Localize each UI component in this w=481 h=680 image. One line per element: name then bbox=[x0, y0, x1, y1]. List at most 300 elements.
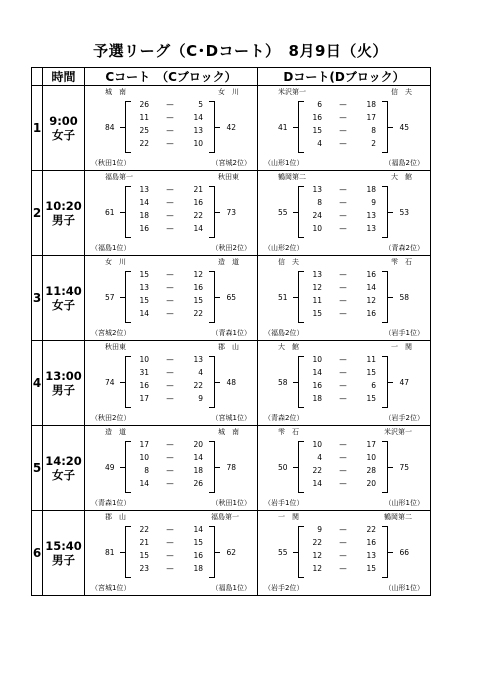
set-score bbox=[310, 479, 376, 492]
team-right-seed: （宮城2位） bbox=[211, 159, 251, 167]
team-left-seed: （山形2位） bbox=[264, 244, 304, 252]
team-left-total: 55 bbox=[278, 548, 288, 557]
set-score-left: 10 bbox=[139, 453, 149, 462]
set-scores bbox=[310, 355, 376, 407]
set-score-right: 2 bbox=[371, 139, 376, 148]
set-score bbox=[310, 440, 376, 453]
set-score-right: 13 bbox=[366, 211, 376, 220]
set-score-right: 14 bbox=[193, 525, 203, 534]
team-left-name: 郡 山 bbox=[105, 513, 126, 521]
set-score bbox=[310, 224, 376, 237]
team-right-name: 造 道 bbox=[218, 258, 239, 266]
d-court-cell bbox=[258, 341, 431, 426]
team-right-seed: （岩手2位） bbox=[384, 414, 424, 422]
set-score-right: 22 bbox=[193, 381, 203, 390]
bracket-connector-right bbox=[215, 297, 220, 298]
team-left-seed: （山形1位） bbox=[264, 159, 304, 167]
set-score-left: 13 bbox=[312, 185, 322, 194]
set-score-dash: — bbox=[339, 283, 347, 292]
set-score bbox=[310, 126, 376, 139]
set-score-right: 15 bbox=[366, 368, 376, 377]
set-score bbox=[137, 381, 203, 394]
match-time-cell bbox=[43, 511, 85, 596]
set-score-left: 15 bbox=[312, 126, 322, 135]
team-left-name: 雫 石 bbox=[278, 428, 299, 436]
set-score bbox=[310, 453, 376, 466]
team-left-total: 51 bbox=[278, 293, 288, 302]
set-scores bbox=[137, 100, 203, 152]
set-score bbox=[310, 270, 376, 283]
set-score-right: 13 bbox=[366, 224, 376, 233]
team-right-seed: （宮城1位） bbox=[211, 414, 251, 422]
set-score bbox=[310, 381, 376, 394]
set-score-dash: — bbox=[339, 355, 347, 364]
set-score-left: 11 bbox=[139, 113, 149, 122]
set-score-right: 22 bbox=[193, 309, 203, 318]
team-right-name: 一 関 bbox=[391, 343, 412, 351]
set-score-dash: — bbox=[166, 309, 174, 318]
bracket-left bbox=[125, 356, 131, 408]
set-score bbox=[310, 355, 376, 368]
set-score bbox=[310, 368, 376, 381]
set-score-left: 15 bbox=[139, 270, 149, 279]
schedule-table bbox=[31, 67, 431, 596]
set-score-dash: — bbox=[166, 211, 174, 220]
team-left-total: 50 bbox=[278, 463, 288, 472]
team-left-seed: （岩手2位） bbox=[264, 584, 304, 592]
team-right-name: 雫 石 bbox=[391, 258, 412, 266]
set-score-right: 10 bbox=[366, 453, 376, 462]
match-time-cell bbox=[43, 171, 85, 256]
c-court-cell bbox=[85, 171, 258, 256]
set-score-right: 14 bbox=[193, 224, 203, 233]
set-score-left: 22 bbox=[139, 139, 149, 148]
bracket-left bbox=[125, 101, 131, 153]
set-score-dash: — bbox=[339, 525, 347, 534]
set-score-right: 16 bbox=[193, 283, 203, 292]
header-time: 時間 bbox=[43, 68, 85, 86]
team-left-name: 信 夫 bbox=[278, 258, 299, 266]
set-score-right: 17 bbox=[366, 113, 376, 122]
set-score bbox=[137, 551, 203, 564]
set-score-left: 31 bbox=[139, 368, 149, 377]
set-score-dash: — bbox=[339, 551, 347, 560]
set-scores bbox=[310, 440, 376, 492]
match-time: 15:40 bbox=[45, 539, 82, 553]
bracket-connector-right bbox=[388, 467, 393, 468]
set-score-dash: — bbox=[166, 198, 174, 207]
bracket-left bbox=[298, 186, 304, 238]
c-court-cell bbox=[85, 341, 258, 426]
set-score bbox=[310, 538, 376, 551]
team-right-name: 城 南 bbox=[218, 428, 239, 436]
set-score bbox=[310, 551, 376, 564]
d-court-cell bbox=[258, 511, 431, 596]
team-right-seed: （青森1位） bbox=[211, 329, 251, 337]
set-score-dash: — bbox=[166, 394, 174, 403]
set-score-left: 12 bbox=[312, 551, 322, 560]
match-category: 女子 bbox=[52, 468, 75, 482]
match-category: 女子 bbox=[52, 128, 75, 142]
team-left-total: 74 bbox=[105, 378, 115, 387]
set-score bbox=[137, 440, 203, 453]
bracket-left bbox=[298, 441, 304, 493]
set-score-dash: — bbox=[339, 126, 347, 135]
team-left-name: 秋田東 bbox=[105, 343, 126, 351]
set-score-right: 5 bbox=[198, 100, 203, 109]
set-score-dash: — bbox=[166, 283, 174, 292]
set-score-right: 17 bbox=[366, 440, 376, 449]
bracket-connector-right bbox=[215, 382, 220, 383]
bracket-connector-right bbox=[388, 552, 393, 553]
team-right-total: 53 bbox=[399, 208, 409, 217]
team-right-name: 女 川 bbox=[218, 88, 239, 96]
team-left-seed: （秋田1位） bbox=[91, 159, 131, 167]
set-score-dash: — bbox=[339, 198, 347, 207]
team-left-name: 造 道 bbox=[105, 428, 126, 436]
set-score bbox=[137, 126, 203, 139]
set-score-dash: — bbox=[166, 113, 174, 122]
set-score-dash: — bbox=[339, 381, 347, 390]
set-score bbox=[310, 309, 376, 322]
match-number: 6 bbox=[32, 511, 43, 596]
bracket-connector-right bbox=[388, 297, 393, 298]
match-row bbox=[32, 511, 431, 596]
set-score bbox=[310, 211, 376, 224]
bracket-left bbox=[125, 186, 131, 238]
set-score-right: 10 bbox=[193, 139, 203, 148]
set-score-right: 22 bbox=[193, 211, 203, 220]
set-score bbox=[137, 185, 203, 198]
set-scores bbox=[137, 185, 203, 237]
team-left-total: 81 bbox=[105, 548, 115, 557]
set-score-left: 10 bbox=[312, 440, 322, 449]
set-score-left: 26 bbox=[139, 100, 149, 109]
set-score-left: 13 bbox=[139, 283, 149, 292]
bracket-left bbox=[125, 526, 131, 578]
team-right-name: 大 館 bbox=[391, 173, 412, 181]
team-right-seed: （秋田1位） bbox=[211, 499, 251, 507]
set-score-right: 18 bbox=[366, 100, 376, 109]
match-row bbox=[32, 86, 431, 171]
set-score-dash: — bbox=[339, 139, 347, 148]
team-left-name: 米沢第一 bbox=[278, 88, 306, 96]
set-scores bbox=[310, 100, 376, 152]
set-score-right: 18 bbox=[193, 564, 203, 573]
set-score bbox=[137, 270, 203, 283]
d-court-cell bbox=[258, 256, 431, 341]
set-score-dash: — bbox=[339, 224, 347, 233]
set-score-left: 10 bbox=[312, 224, 322, 233]
team-right-seed: （秋田2位） bbox=[211, 244, 251, 252]
team-right-seed: （福島2位） bbox=[384, 159, 424, 167]
set-score bbox=[310, 185, 376, 198]
team-right-seed: （岩手1位） bbox=[384, 329, 424, 337]
team-left-name: 鶴岡第二 bbox=[278, 173, 306, 181]
set-score-dash: — bbox=[166, 270, 174, 279]
set-score bbox=[137, 525, 203, 538]
set-score-dash: — bbox=[166, 185, 174, 194]
set-score-dash: — bbox=[339, 466, 347, 475]
d-court-cell bbox=[258, 86, 431, 171]
bracket-connector-right bbox=[215, 467, 220, 468]
bracket-left bbox=[125, 271, 131, 323]
set-score-left: 24 bbox=[312, 211, 322, 220]
set-score bbox=[310, 139, 376, 152]
team-left-total: 41 bbox=[278, 123, 288, 132]
set-score-dash: — bbox=[166, 538, 174, 547]
set-score bbox=[310, 283, 376, 296]
match-category: 女子 bbox=[52, 298, 75, 312]
team-right-name: 信 夫 bbox=[391, 88, 412, 96]
set-score-dash: — bbox=[166, 224, 174, 233]
set-score-dash: — bbox=[166, 355, 174, 364]
set-score-right: 9 bbox=[198, 394, 203, 403]
match-time-cell bbox=[43, 86, 85, 171]
match-time: 11:40 bbox=[45, 284, 82, 298]
set-score bbox=[310, 525, 376, 538]
team-left-seed: （宮城2位） bbox=[91, 329, 131, 337]
header-d-court: Dコート(Dブロック） bbox=[258, 68, 431, 86]
set-score-dash: — bbox=[166, 564, 174, 573]
team-left-name: 城 南 bbox=[105, 88, 126, 96]
set-score bbox=[137, 355, 203, 368]
set-score bbox=[137, 368, 203, 381]
bracket-left bbox=[298, 101, 304, 153]
set-score-left: 16 bbox=[312, 381, 322, 390]
match-number: 2 bbox=[32, 171, 43, 256]
match-number: 5 bbox=[32, 426, 43, 511]
team-right-total: 47 bbox=[399, 378, 409, 387]
set-score-dash: — bbox=[339, 100, 347, 109]
set-score-left: 25 bbox=[139, 126, 149, 135]
match-category: 男子 bbox=[52, 213, 75, 227]
set-scores bbox=[137, 355, 203, 407]
set-score-left: 8 bbox=[144, 466, 149, 475]
set-score bbox=[310, 466, 376, 479]
set-score-dash: — bbox=[339, 113, 347, 122]
set-score bbox=[137, 211, 203, 224]
set-score-right: 21 bbox=[193, 185, 203, 194]
set-scores bbox=[310, 525, 376, 577]
header-c-court: Cコート （Cブロック） bbox=[85, 68, 258, 86]
set-score-dash: — bbox=[166, 381, 174, 390]
set-score-right: 13 bbox=[193, 355, 203, 364]
set-score-left: 15 bbox=[139, 296, 149, 305]
set-score-right: 13 bbox=[193, 126, 203, 135]
team-right-name: 郡 山 bbox=[218, 343, 239, 351]
set-score-dash: — bbox=[339, 538, 347, 547]
team-left-total: 58 bbox=[278, 378, 288, 387]
set-score-left: 11 bbox=[312, 296, 322, 305]
team-right-total: 78 bbox=[226, 463, 236, 472]
bracket-connector-right bbox=[388, 382, 393, 383]
match-category: 男子 bbox=[52, 553, 75, 567]
team-left-seed: （宮城1位） bbox=[91, 584, 131, 592]
set-scores bbox=[310, 185, 376, 237]
set-score-left: 14 bbox=[312, 368, 322, 377]
set-scores bbox=[137, 525, 203, 577]
match-row bbox=[32, 426, 431, 511]
team-left-name: 女 川 bbox=[105, 258, 126, 266]
set-score-right: 28 bbox=[366, 466, 376, 475]
match-number: 4 bbox=[32, 341, 43, 426]
set-score-right: 20 bbox=[193, 440, 203, 449]
c-court-cell bbox=[85, 256, 258, 341]
bracket-connector-right bbox=[215, 212, 220, 213]
team-left-name: 大 館 bbox=[278, 343, 299, 351]
set-scores bbox=[310, 270, 376, 322]
match-time: 10:20 bbox=[45, 199, 82, 213]
page-title: 予選リーグ（C･Dコート） 8月9日（火） bbox=[93, 42, 388, 60]
set-score-dash: — bbox=[166, 479, 174, 488]
set-score bbox=[310, 564, 376, 577]
set-score-dash: — bbox=[339, 185, 347, 194]
team-right-seed: （青森2位） bbox=[384, 244, 424, 252]
team-right-seed: （山形1位） bbox=[384, 499, 424, 507]
set-score bbox=[137, 309, 203, 322]
set-score-left: 12 bbox=[312, 564, 322, 573]
set-score bbox=[310, 296, 376, 309]
set-score-left: 6 bbox=[317, 100, 322, 109]
team-left-seed: （青森2位） bbox=[264, 414, 304, 422]
match-time-cell bbox=[43, 426, 85, 511]
set-score bbox=[310, 100, 376, 113]
match-row bbox=[32, 171, 431, 256]
set-score-left: 16 bbox=[139, 381, 149, 390]
set-score-left: 10 bbox=[312, 355, 322, 364]
bracket-left bbox=[298, 271, 304, 323]
team-left-total: 55 bbox=[278, 208, 288, 217]
header-row bbox=[32, 68, 431, 86]
set-score-dash: — bbox=[339, 394, 347, 403]
team-right-name: 鶴岡第二 bbox=[384, 513, 412, 521]
set-score bbox=[137, 283, 203, 296]
match-time: 13:00 bbox=[45, 369, 82, 383]
team-right-total: 65 bbox=[226, 293, 236, 302]
d-court-cell bbox=[258, 426, 431, 511]
bracket-connector-right bbox=[215, 552, 220, 553]
bracket-left bbox=[125, 441, 131, 493]
set-score-left: 4 bbox=[317, 139, 322, 148]
set-score-left: 14 bbox=[139, 309, 149, 318]
team-right-seed: （山形1位） bbox=[384, 584, 424, 592]
set-score-left: 17 bbox=[139, 394, 149, 403]
match-time-cell bbox=[43, 341, 85, 426]
set-score-dash: — bbox=[339, 564, 347, 573]
set-score bbox=[137, 479, 203, 492]
set-score-right: 22 bbox=[366, 525, 376, 534]
set-score bbox=[310, 394, 376, 407]
match-time: 14:20 bbox=[45, 454, 82, 468]
team-right-total: 62 bbox=[226, 548, 236, 557]
set-score bbox=[137, 538, 203, 551]
set-score-right: 11 bbox=[366, 355, 376, 364]
set-score bbox=[137, 224, 203, 237]
set-score bbox=[310, 113, 376, 126]
set-score-dash: — bbox=[339, 479, 347, 488]
set-score-right: 14 bbox=[193, 113, 203, 122]
set-score-left: 22 bbox=[139, 525, 149, 534]
set-score-left: 10 bbox=[139, 355, 149, 364]
set-score-dash: — bbox=[339, 211, 347, 220]
set-score bbox=[137, 198, 203, 211]
set-score-right: 14 bbox=[366, 283, 376, 292]
set-score-left: 22 bbox=[312, 538, 322, 547]
set-score-right: 15 bbox=[193, 296, 203, 305]
team-right-total: 66 bbox=[399, 548, 409, 557]
set-score-right: 15 bbox=[366, 564, 376, 573]
set-scores bbox=[137, 270, 203, 322]
team-left-seed: （岩手1位） bbox=[264, 499, 304, 507]
set-score-dash: — bbox=[166, 466, 174, 475]
set-score-dash: — bbox=[339, 440, 347, 449]
team-right-total: 42 bbox=[226, 123, 236, 132]
set-score-left: 14 bbox=[139, 479, 149, 488]
set-score-dash: — bbox=[339, 296, 347, 305]
set-score-right: 12 bbox=[366, 296, 376, 305]
set-score-dash: — bbox=[339, 309, 347, 318]
set-score bbox=[137, 139, 203, 152]
set-score-right: 14 bbox=[193, 453, 203, 462]
bracket-left bbox=[298, 526, 304, 578]
set-score-right: 16 bbox=[193, 198, 203, 207]
set-score-dash: — bbox=[166, 525, 174, 534]
set-score bbox=[137, 113, 203, 126]
set-score-right: 16 bbox=[366, 270, 376, 279]
match-category: 男子 bbox=[52, 383, 75, 397]
set-score-dash: — bbox=[166, 440, 174, 449]
set-score-dash: — bbox=[166, 296, 174, 305]
set-score-right: 6 bbox=[371, 381, 376, 390]
team-left-seed: （秋田2位） bbox=[91, 414, 131, 422]
set-score-dash: — bbox=[166, 551, 174, 560]
team-left-total: 61 bbox=[105, 208, 115, 217]
c-court-cell bbox=[85, 511, 258, 596]
set-score-left: 13 bbox=[312, 270, 322, 279]
team-right-total: 75 bbox=[399, 463, 409, 472]
team-left-name: 福島第一 bbox=[105, 173, 133, 181]
set-score-left: 21 bbox=[139, 538, 149, 547]
set-score bbox=[137, 100, 203, 113]
match-number: 1 bbox=[32, 86, 43, 171]
set-score-dash: — bbox=[166, 100, 174, 109]
team-left-name: 一 関 bbox=[278, 513, 299, 521]
set-score-dash: — bbox=[339, 368, 347, 377]
set-score-right: 8 bbox=[371, 126, 376, 135]
set-score-left: 18 bbox=[312, 394, 322, 403]
set-score-left: 15 bbox=[312, 309, 322, 318]
set-score bbox=[137, 466, 203, 479]
set-score-left: 23 bbox=[139, 564, 149, 573]
team-left-seed: （福島1位） bbox=[91, 244, 131, 252]
set-score-dash: — bbox=[339, 270, 347, 279]
set-score-right: 4 bbox=[198, 368, 203, 377]
set-score-right: 9 bbox=[371, 198, 376, 207]
team-right-name: 福島第一 bbox=[211, 513, 239, 521]
match-time: 9:00 bbox=[49, 114, 78, 128]
set-score-left: 4 bbox=[317, 453, 322, 462]
bracket-connector-right bbox=[388, 212, 393, 213]
c-court-cell bbox=[85, 426, 258, 511]
set-score-left: 16 bbox=[139, 224, 149, 233]
set-score-left: 14 bbox=[312, 479, 322, 488]
team-right-total: 73 bbox=[226, 208, 236, 217]
set-score-right: 13 bbox=[366, 551, 376, 560]
bracket-left bbox=[298, 356, 304, 408]
bracket-connector-right bbox=[388, 127, 393, 128]
set-score-left: 13 bbox=[139, 185, 149, 194]
